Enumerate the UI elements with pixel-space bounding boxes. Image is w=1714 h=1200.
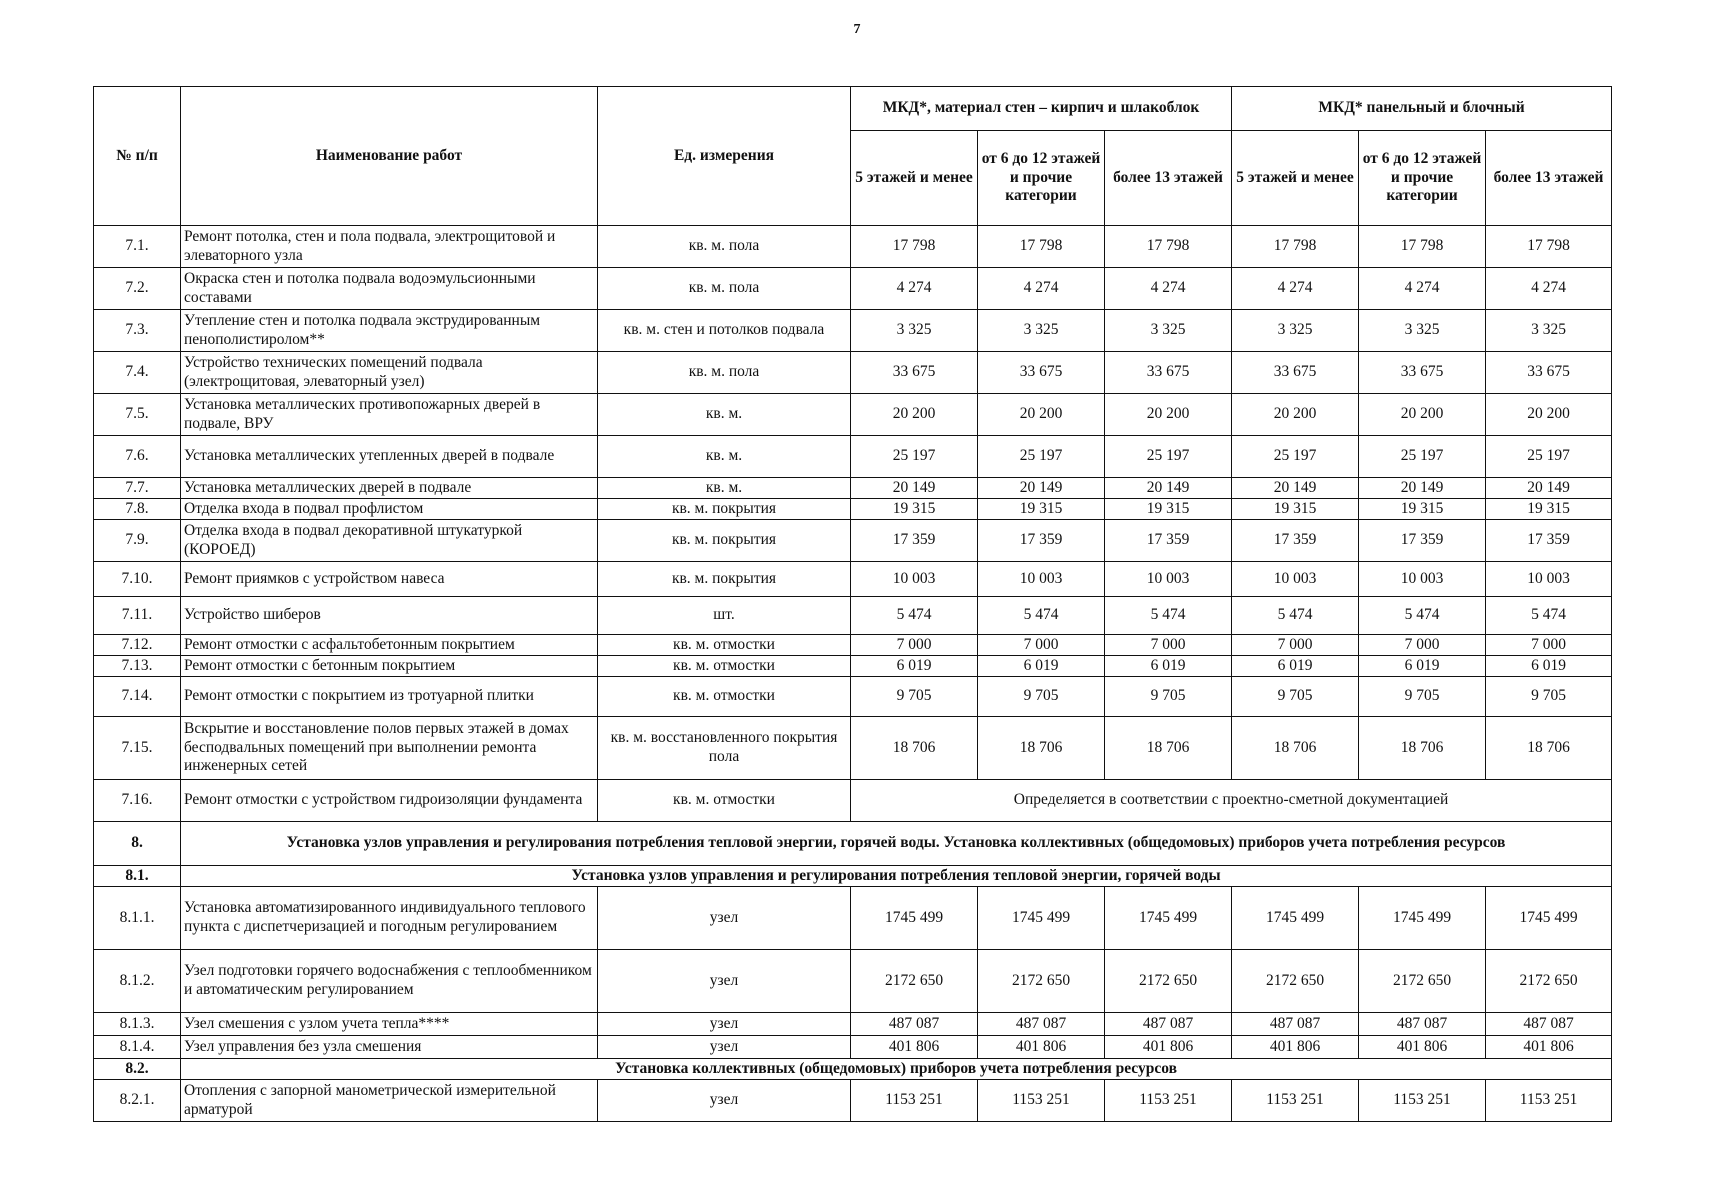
header-sub: от 6 до 12 этажей и прочие категории (978, 131, 1105, 226)
price-value: 18 706 (851, 717, 978, 780)
table-row (94, 268, 1612, 310)
price-value: 20 200 (1359, 394, 1486, 436)
price-value: 17 798 (1105, 226, 1232, 268)
price-value: 9 705 (1232, 677, 1359, 717)
price-value: 19 315 (851, 499, 978, 520)
row-num: 7.16. (94, 780, 181, 822)
price-value: 17 359 (1105, 520, 1232, 562)
work-name: Вскрытие и восстановление полов первых этажей в домах бесподвальных помещений при выполнении ремонта инженерных сетей (181, 717, 598, 780)
table-row (94, 780, 1612, 822)
header-name: Наименование работ (181, 87, 598, 226)
price-value: 33 675 (1232, 352, 1359, 394)
price-value: 401 806 (1486, 1036, 1612, 1059)
price-value: 33 675 (1359, 352, 1486, 394)
price-value: 9 705 (1359, 677, 1486, 717)
section-num: 8.1. (94, 866, 181, 887)
price-value: 1153 251 (851, 1080, 978, 1122)
price-value: 4 274 (1486, 268, 1612, 310)
price-value: 1153 251 (1232, 1080, 1359, 1122)
row-num: 7.9. (94, 520, 181, 562)
price-value: 487 087 (978, 1013, 1105, 1036)
price-value: 5 474 (1232, 597, 1359, 635)
unit-of-measure: кв. м. покрытия (598, 499, 851, 520)
price-value: 7 000 (1486, 635, 1612, 656)
price-value: 18 706 (1486, 717, 1612, 780)
price-value: 20 200 (1486, 394, 1612, 436)
price-value: 1153 251 (978, 1080, 1105, 1122)
row-num: 7.11. (94, 597, 181, 635)
work-name: Установка автоматизированного индивидуального теплового пункта с диспетчеризацией и погодным регулированием (181, 887, 598, 950)
table-row (94, 677, 1612, 717)
price-value: 1745 499 (851, 887, 978, 950)
price-value: 18 706 (978, 717, 1105, 780)
price-value: 20 200 (1232, 394, 1359, 436)
header-unit: Ед. измерения (598, 87, 851, 226)
work-name: Ремонт отмостки с асфальтобетонным покрытием (181, 635, 598, 656)
price-value: 4 274 (1232, 268, 1359, 310)
price-value: 17 359 (1359, 520, 1486, 562)
price-value: 487 087 (1105, 1013, 1232, 1036)
row-num: 7.6. (94, 436, 181, 478)
price-value: 17 359 (978, 520, 1105, 562)
price-value: 18 706 (1105, 717, 1232, 780)
header-group-panel: МКД* панельный и блочный (1232, 87, 1612, 131)
works-table (93, 86, 1612, 1122)
price-value: 1745 499 (1486, 887, 1612, 950)
row-num: 7.12. (94, 635, 181, 656)
unit-of-measure: кв. м. покрытия (598, 562, 851, 597)
work-name: Отопления с запорной манометрической измерительной арматурой (181, 1080, 598, 1122)
price-value: 17 798 (1486, 226, 1612, 268)
price-value: 2172 650 (851, 950, 978, 1013)
table-row (94, 562, 1612, 597)
unit-of-measure: кв. м. отмостки (598, 780, 851, 822)
section-title: Установка коллективных (общедомовых) приборов учета потребления ресурсов (181, 1059, 1612, 1080)
price-value: 25 197 (1486, 436, 1612, 478)
row-num: 8.1.3. (94, 1013, 181, 1036)
unit-of-measure: узел (598, 887, 851, 950)
price-value: 2172 650 (1105, 950, 1232, 1013)
row-num: 8.1.1. (94, 887, 181, 950)
price-value: 9 705 (851, 677, 978, 717)
price-value: 20 149 (1359, 478, 1486, 499)
price-value: 6 019 (978, 656, 1105, 677)
table-row (94, 597, 1612, 635)
price-value: 487 087 (1232, 1013, 1359, 1036)
price-value: 19 315 (1232, 499, 1359, 520)
row-num: 7.1. (94, 226, 181, 268)
table-row (94, 717, 1612, 780)
header-sub: более 13 этажей (1105, 131, 1232, 226)
price-value: 17 798 (851, 226, 978, 268)
price-value: 7 000 (1105, 635, 1232, 656)
section-title: Установка узлов управления и регулирования потребления тепловой энергии, горячей воды. Установка коллективных (общедомовых) приборов учета потребления ресурсов (181, 822, 1612, 866)
section-row (94, 822, 1612, 866)
unit-of-measure: кв. м. пола (598, 226, 851, 268)
price-value: 5 474 (1359, 597, 1486, 635)
price-value: 1153 251 (1359, 1080, 1486, 1122)
table-row (94, 436, 1612, 478)
price-value: 1153 251 (1486, 1080, 1612, 1122)
section-num: 8. (94, 822, 181, 866)
work-name: Установка металлических дверей в подвале (181, 478, 598, 499)
table-row (94, 310, 1612, 352)
price-value: 3 325 (1232, 310, 1359, 352)
work-name: Установка металлических утепленных дверей в подвале (181, 436, 598, 478)
work-name: Ремонт отмостки с покрытием из тротуарной плитки (181, 677, 598, 717)
work-name: Окраска стен и потолка подвала водоэмульсионными составами (181, 268, 598, 310)
row-num: 8.2.1. (94, 1080, 181, 1122)
unit-of-measure: кв. м. пола (598, 268, 851, 310)
price-value: 19 315 (1359, 499, 1486, 520)
price-value: 7 000 (1359, 635, 1486, 656)
work-name: Ремонт приямков с устройством навеса (181, 562, 598, 597)
price-value: 1745 499 (1232, 887, 1359, 950)
price-value: 25 197 (851, 436, 978, 478)
price-value: 3 325 (1486, 310, 1612, 352)
price-value: 17 798 (1359, 226, 1486, 268)
work-name: Устройство шиберов (181, 597, 598, 635)
work-name: Отделка входа в подвал декоративной штукатуркой (КОРОЕД) (181, 520, 598, 562)
price-value: 10 003 (1486, 562, 1612, 597)
price-value: 25 197 (1232, 436, 1359, 478)
unit-of-measure: кв. м. восстановленного покрытия пола (598, 717, 851, 780)
price-value: 6 019 (1359, 656, 1486, 677)
work-name: Узел смешения с узлом учета тепла**** (181, 1013, 598, 1036)
price-value: 2172 650 (1359, 950, 1486, 1013)
section-row (94, 1059, 1612, 1080)
price-value: 10 003 (978, 562, 1105, 597)
header-sub: более 13 этажей (1486, 131, 1612, 226)
price-value: 20 149 (1486, 478, 1612, 499)
price-value: 10 003 (851, 562, 978, 597)
price-value: 9 705 (1486, 677, 1612, 717)
price-value: 6 019 (1105, 656, 1232, 677)
work-name: Ремонт отмостки с устройством гидроизоляции фундамента (181, 780, 598, 822)
row-num: 7.5. (94, 394, 181, 436)
unit-of-measure: узел (598, 1013, 851, 1036)
price-value: 10 003 (1232, 562, 1359, 597)
price-value: 4 274 (1105, 268, 1232, 310)
work-name: Отделка входа в подвал профлистом (181, 499, 598, 520)
header-sub: 5 этажей и менее (1232, 131, 1359, 226)
row-num: 7.2. (94, 268, 181, 310)
unit-of-measure: узел (598, 950, 851, 1013)
price-value: 33 675 (978, 352, 1105, 394)
price-value: 7 000 (851, 635, 978, 656)
price-value: 17 359 (851, 520, 978, 562)
table-row (94, 1013, 1612, 1036)
work-name: Узел подготовки горячего водоснабжения с теплообменником и автоматическим регулированием (181, 950, 598, 1013)
price-value: 1745 499 (978, 887, 1105, 950)
price-value: 7 000 (978, 635, 1105, 656)
price-value: 2172 650 (978, 950, 1105, 1013)
price-value: 6 019 (851, 656, 978, 677)
table-body (94, 226, 1612, 1122)
price-value: 20 149 (1105, 478, 1232, 499)
price-value: 4 274 (851, 268, 978, 310)
price-value: 487 087 (1359, 1013, 1486, 1036)
work-name: Установка металлических противопожарных дверей в подвале, ВРУ (181, 394, 598, 436)
unit-of-measure: кв. м. отмостки (598, 677, 851, 717)
price-value: 6 019 (1486, 656, 1612, 677)
price-value: 9 705 (1105, 677, 1232, 717)
price-value: 20 149 (978, 478, 1105, 499)
price-value: 3 325 (1359, 310, 1486, 352)
price-value: 3 325 (1105, 310, 1232, 352)
header-sub: 5 этажей и менее (851, 131, 978, 226)
row-num: 7.4. (94, 352, 181, 394)
merged-value-note: Определяется в соответствии с проектно-сметной документацией (851, 780, 1612, 822)
price-value: 25 197 (978, 436, 1105, 478)
price-value: 5 474 (1486, 597, 1612, 635)
price-value: 18 706 (1359, 717, 1486, 780)
price-value: 18 706 (1232, 717, 1359, 780)
price-value: 10 003 (1359, 562, 1486, 597)
price-value: 5 474 (851, 597, 978, 635)
price-value: 6 019 (1232, 656, 1359, 677)
price-value: 20 200 (978, 394, 1105, 436)
price-value: 25 197 (1359, 436, 1486, 478)
unit-of-measure: кв. м. покрытия (598, 520, 851, 562)
price-value: 401 806 (1232, 1036, 1359, 1059)
table-row (94, 1036, 1612, 1059)
price-value: 4 274 (978, 268, 1105, 310)
price-value: 3 325 (851, 310, 978, 352)
price-value: 4 274 (1359, 268, 1486, 310)
price-value: 401 806 (1105, 1036, 1232, 1059)
price-value: 20 149 (851, 478, 978, 499)
price-value: 19 315 (1486, 499, 1612, 520)
unit-of-measure: кв. м. (598, 478, 851, 499)
header-sub: от 6 до 12 этажей и прочие категории (1359, 131, 1486, 226)
table-row (94, 226, 1612, 268)
unit-of-measure: шт. (598, 597, 851, 635)
row-num: 7.14. (94, 677, 181, 717)
price-value: 17 798 (978, 226, 1105, 268)
unit-of-measure: кв. м. (598, 394, 851, 436)
row-num: 8.1.4. (94, 1036, 181, 1059)
price-value: 20 200 (851, 394, 978, 436)
price-value: 19 315 (1105, 499, 1232, 520)
price-value: 487 087 (1486, 1013, 1612, 1036)
row-num: 7.15. (94, 717, 181, 780)
table-row (94, 394, 1612, 436)
price-value: 3 325 (978, 310, 1105, 352)
table-row (94, 950, 1612, 1013)
row-num: 8.1.2. (94, 950, 181, 1013)
table-row (94, 352, 1612, 394)
table-row (94, 656, 1612, 677)
price-value: 20 149 (1232, 478, 1359, 499)
header-num: № п/п (94, 87, 181, 226)
row-num: 7.10. (94, 562, 181, 597)
work-name: Ремонт отмостки с бетонным покрытием (181, 656, 598, 677)
row-num: 7.3. (94, 310, 181, 352)
price-value: 5 474 (978, 597, 1105, 635)
price-value: 401 806 (851, 1036, 978, 1059)
table-row (94, 499, 1612, 520)
unit-of-measure: кв. м. отмостки (598, 635, 851, 656)
work-name: Устройство технических помещений подвала (электрощитовая, элеваторный узел) (181, 352, 598, 394)
work-name: Узел управления без узла смешения (181, 1036, 598, 1059)
unit-of-measure: кв. м. (598, 436, 851, 478)
table-row (94, 635, 1612, 656)
header-group-brick: МКД*, материал стен – кирпич и шлакоблок (851, 87, 1232, 131)
unit-of-measure: кв. м. отмостки (598, 656, 851, 677)
table-row (94, 887, 1612, 950)
work-name: Утепление стен и потолка подвала экструдированным пенополистиролом** (181, 310, 598, 352)
unit-of-measure: узел (598, 1080, 851, 1122)
price-value: 401 806 (1359, 1036, 1486, 1059)
price-value: 17 359 (1232, 520, 1359, 562)
price-value: 401 806 (978, 1036, 1105, 1059)
row-num: 7.7. (94, 478, 181, 499)
table-row (94, 1080, 1612, 1122)
work-name: Ремонт потолка, стен и пола подвала, электрощитовой и элеваторного узла (181, 226, 598, 268)
price-value: 2172 650 (1486, 950, 1612, 1013)
table-header (94, 87, 1612, 226)
price-value: 19 315 (978, 499, 1105, 520)
unit-of-measure: кв. м. пола (598, 352, 851, 394)
price-value: 2172 650 (1232, 950, 1359, 1013)
price-value: 1153 251 (1105, 1080, 1232, 1122)
price-value: 7 000 (1232, 635, 1359, 656)
price-value: 33 675 (851, 352, 978, 394)
section-num: 8.2. (94, 1059, 181, 1080)
page-number: 7 (853, 22, 861, 37)
price-value: 33 675 (1105, 352, 1232, 394)
row-num: 7.8. (94, 499, 181, 520)
section-row (94, 866, 1612, 887)
price-value: 10 003 (1105, 562, 1232, 597)
table-row (94, 478, 1612, 499)
unit-of-measure: кв. м. стен и потолков подвала (598, 310, 851, 352)
price-value: 17 798 (1232, 226, 1359, 268)
price-value: 20 200 (1105, 394, 1232, 436)
price-value: 17 359 (1486, 520, 1612, 562)
price-value: 487 087 (851, 1013, 978, 1036)
price-value: 25 197 (1105, 436, 1232, 478)
price-value: 1745 499 (1359, 887, 1486, 950)
row-num: 7.13. (94, 656, 181, 677)
price-value: 5 474 (1105, 597, 1232, 635)
price-value: 9 705 (978, 677, 1105, 717)
table-row (94, 520, 1612, 562)
price-value: 1745 499 (1105, 887, 1232, 950)
section-title: Установка узлов управления и регулирования потребления тепловой энергии, горячей воды (181, 866, 1612, 887)
unit-of-measure: узел (598, 1036, 851, 1059)
price-value: 33 675 (1486, 352, 1612, 394)
